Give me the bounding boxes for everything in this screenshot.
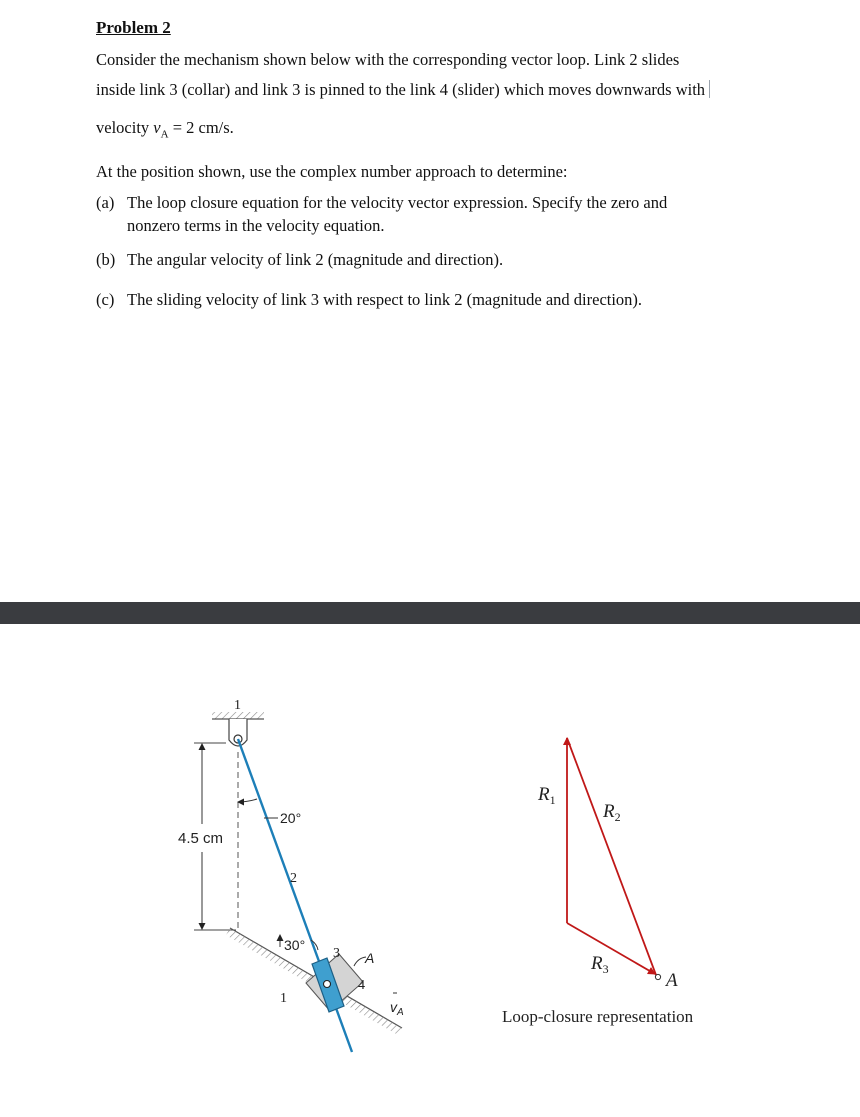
vector-r3	[567, 923, 655, 974]
loop-closure-diagram	[502, 738, 694, 1026]
link-4-label: 4	[358, 978, 365, 993]
loop-caption: Loop-closure representation	[502, 1007, 694, 1026]
angle-30-label: 30°	[284, 937, 306, 953]
part-b-text: The angular velocity of link 2 (magnitude and direction).	[127, 250, 504, 269]
ground-bottom-label: 1	[280, 991, 287, 1006]
loop-r3-label	[590, 953, 609, 976]
angle-20-arc	[238, 799, 257, 802]
vector-r2	[567, 738, 656, 975]
angle-20-label: 20°	[280, 810, 302, 826]
loop-r3: R	[591, 953, 603, 974]
figure	[0, 624, 860, 1117]
loop-r3-sub: 3	[602, 962, 609, 976]
intro-line-2-container	[96, 80, 711, 100]
page-divider-bar	[0, 602, 860, 624]
velocity-line	[96, 118, 234, 144]
part-a-text-line2: nonzero terms in the velocity equation.	[127, 216, 385, 235]
part-a-label: (a)	[96, 193, 115, 212]
velocity-label: velocity	[96, 118, 150, 137]
part-a-text-line1: The loop closure equation for the velocity vector expression. Specify the zero and	[127, 193, 668, 212]
loop-r2-label	[602, 801, 621, 824]
top-ground-hatch	[212, 712, 264, 719]
velocity-vector-v: v	[390, 999, 397, 1015]
velocity-subscript: A	[160, 128, 169, 141]
loop-r2: R	[603, 801, 615, 822]
height-dimension-label: 4.5 cm	[178, 830, 224, 847]
intro-line-1: Consider the mechanism shown below with the corresponding vector loop. Link 2 slides	[96, 50, 680, 69]
velocity-value: = 2 cm/s.	[168, 118, 234, 137]
loop-point-a-label: A	[666, 970, 678, 991]
mechanism-diagram	[178, 698, 404, 1052]
loop-r2-sub: 2	[614, 810, 621, 824]
loop-point-a-icon	[655, 974, 660, 979]
text-cursor	[709, 80, 711, 98]
point-a-label: A	[365, 950, 375, 966]
loop-r1: R	[538, 784, 550, 805]
ground-top-label: 1	[234, 698, 241, 713]
link-3-label: 3	[333, 946, 340, 961]
part-b-label: (b)	[96, 250, 116, 269]
intro-line-2: inside link 3 (collar) and link 3 is pinned to the link 4 (slider) which moves downwards with	[96, 80, 706, 99]
velocity-symbol: v	[153, 118, 161, 137]
velocity-vector-label	[390, 999, 404, 1018]
part-c-label: (c)	[96, 290, 115, 309]
task-intro: At the position shown, use the complex number approach to determine:	[96, 162, 568, 181]
link-2-label: 2	[290, 871, 297, 886]
pin-a-icon	[324, 981, 331, 988]
velocity-vector-sub: A	[397, 1007, 404, 1018]
part-c-text: The sliding velocity of link 3 with respect to link 2 (magnitude and direction).	[127, 290, 643, 309]
problem-title: Problem 2	[96, 18, 171, 37]
loop-r1-sub: 1	[549, 793, 556, 807]
loop-r1-label	[537, 784, 556, 807]
